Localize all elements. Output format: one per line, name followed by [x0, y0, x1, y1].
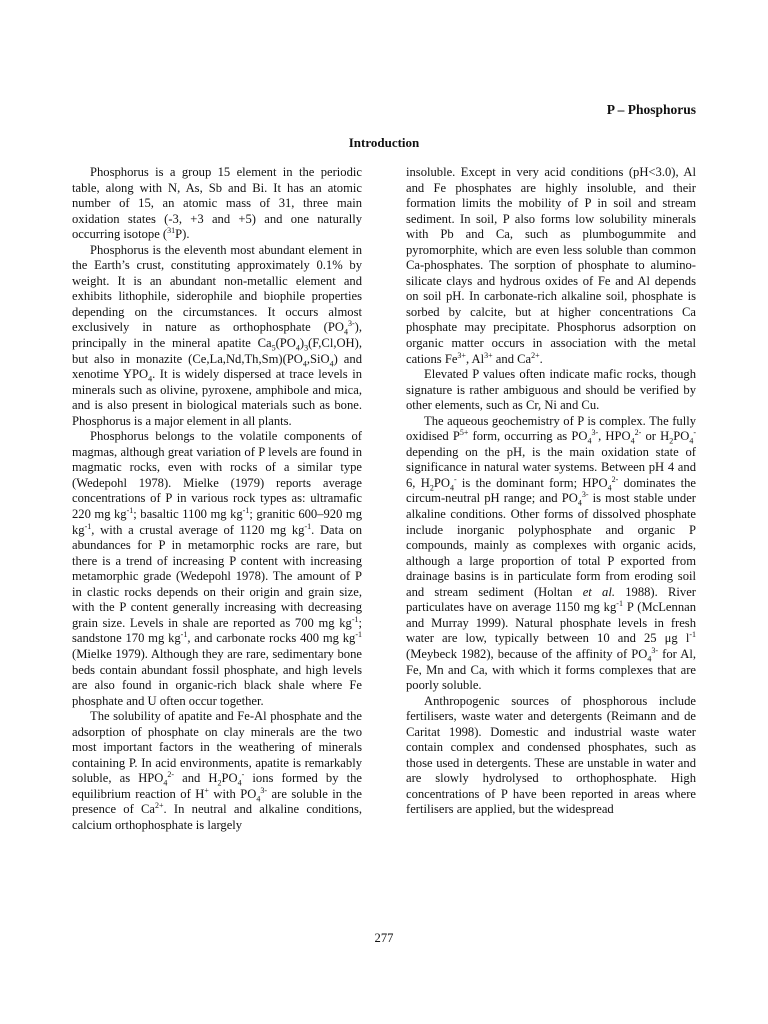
paragraph-anthropogenic-sources: Anthropogenic sources of phosphorous include fertilisers, waste water and detergents (Reimann and de Caritat 1998). Domestic and industrial waste water contain complex and condensed phosphates, such as those used in detergents. These are unstable in water and are slowly hydrolysed to orthophosphate. High concentrations of P have been reported in areas where fertilisers are applied, but the widespread	[406, 693, 696, 817]
paragraph-aqueous-geochemistry: The aqueous geochemistry of P is complex. The fully oxidised $P^{5+}$ form, occurring as $PO_4^{3-}$, $HPO_4^{2-}$ or $H_2PO_4^-$ depending on the pH, is the main oxidation state of significance in natural water systems. Between pH 4 and 6, $H_2PO_4^-$ is the dominant form; $HPO_4^{2-}$ dominates the circum-neutral pH range; and $PO_4^{3-}$ is most stable under alkaline conditions. Other forms of dissolved phosphate include inorganic polyphosphate and organic P compounds, mainly as complexes with organic acids, although a large proportion of total P exported from drainage basins is in particulate form from eroding soil and stream sediment (Holtan et al. 1988). River particulates have on average 1150 mg $kg^{-1}$ P (McLennan and Murray 1999). Natural phosphate levels in fresh water are low, typically between 10 and 25 μg $l^{-1}$ (Meybeck 1982), because of the affinity of $PO_4^{3-}$ for Al, Fe, Mn and Ca, with which it forms complexes that are poorly soluble.	[406, 413, 697, 693]
page-number: 277	[374, 931, 394, 945]
paragraph-weathering: The solubility of apatite and Fe-Al phosphate and the adsorption of phosphate on clay minerals are the two most important factors in the weathering of minerals containing P. In acid environments, apatite is remarkably soluble, as $HPO_4^{2-}$ and $H_2PO_4^-$ ions formed by the equilibrium reaction of H+ with $PO_4^{3-}$ are soluble in the presence of $Ca^{2+}$. In neutral and alkaline conditions, calcium orthophosphate is largely	[72, 709, 363, 832]
paragraph-soil-mobility: insoluble. Except in very acid conditions (pH<3.0), Al and Fe phosphates are highly insoluble, and their formation limits the mobility of P in soil and stream sediment. In soil, P also forms low solubility minerals with Pb and Ca, such as plumbogummite and pyromorphite, which are even less soluble than common Ca-phosphates. The sorption of phosphate to alumino-silicate clays and hydrous oxides of Fe and Al depends on soil pH. In carbonate-rich alkaline soil, phosphate is sorbed by calcite, but at higher concentrations Ca phosphate may precipitate. Phosphorus adsorption on organic matter occurs in association with the metal cations $Fe^{3+}$, $Al^{3+}$ and $Ca^{2+}$.	[406, 165, 696, 366]
running-title: P – Phosphorus	[606, 102, 696, 117]
paragraph-crustal-abundance: Phosphorus is the eleventh most abundant element in the Earth’s crust, constituting approximately 0.1% by weight. It is an abundant non-metallic element and exhibits lithophile, siderophile and biophile properties depending on the circumstances. It occurs almost exclusively in nature as orthophosphate $(PO_4^{3-})$, principally in the mineral apatite $Ca_5(PO_4)_3(F,Cl,OH)$, but also in monazite $(Ce,La,Nd,Th,Sm)(PO_4,SiO_4)$ and xenotime $YPO_4$. It is widely dispersed at trace levels in minerals such as olivine, pyroxene, amphibole and mica, and is also present in biological materials such as bone. Phosphorus is a major element in all plants.	[72, 242, 362, 428]
paragraph-intro: Phosphorus is a group 15 element in the periodic table, along with N, As, Sb and Bi. It has an atomic number of 15, an atomic mass of 31, three main oxidation states (-3, +3 and +5) and one naturally occurring isotope ($^{31}$P).	[72, 165, 362, 242]
right-column	[406, 165, 696, 818]
paragraph-rock-concentrations: Phosphorus belongs to the volatile components of magmas, although great variation of P levels are found in magmatic rocks, even with rocks of a similar type (Wedepohl 1978). Mielke (1979) reports average concentrations of P in various rock types as: ultramafic 220 mg $kg^{-1}$; basaltic 1100 mg $kg^{-1}$; granitic 600–920 mg $kg^{-1}$, with a crustal average of 1120 mg $kg^{-1}$. Data on abundances for P in metamorphic rocks are rare, but there is a trend of increasing P content with increasing metamorphic grade (Wedepohl 1978). The amount of P in clastic rocks depends on their origin and grain size, with the P content generally increasing with decreasing grain size. Levels in shale are reported as 700 mg $kg^{-1}$; sandstone 170 mg $kg^{-1}$, and carbonate rocks 400 mg $kg^{-1}$ (Mielke 1979). Although they are rare, sedimentary bone beds contain abundant fossil phosphate, and high levels are also found in organic-rich black shale where Fe phosphate and U often occur together.	[72, 429, 362, 708]
section-title: Introduction	[348, 135, 420, 150]
paragraph-mafic-indicator: Elevated P values often indicate mafic rocks, though signature is rather ambiguous and should be verified by other elements, such as Cr, Ni and Cu.	[406, 367, 696, 413]
left-column	[72, 165, 362, 834]
